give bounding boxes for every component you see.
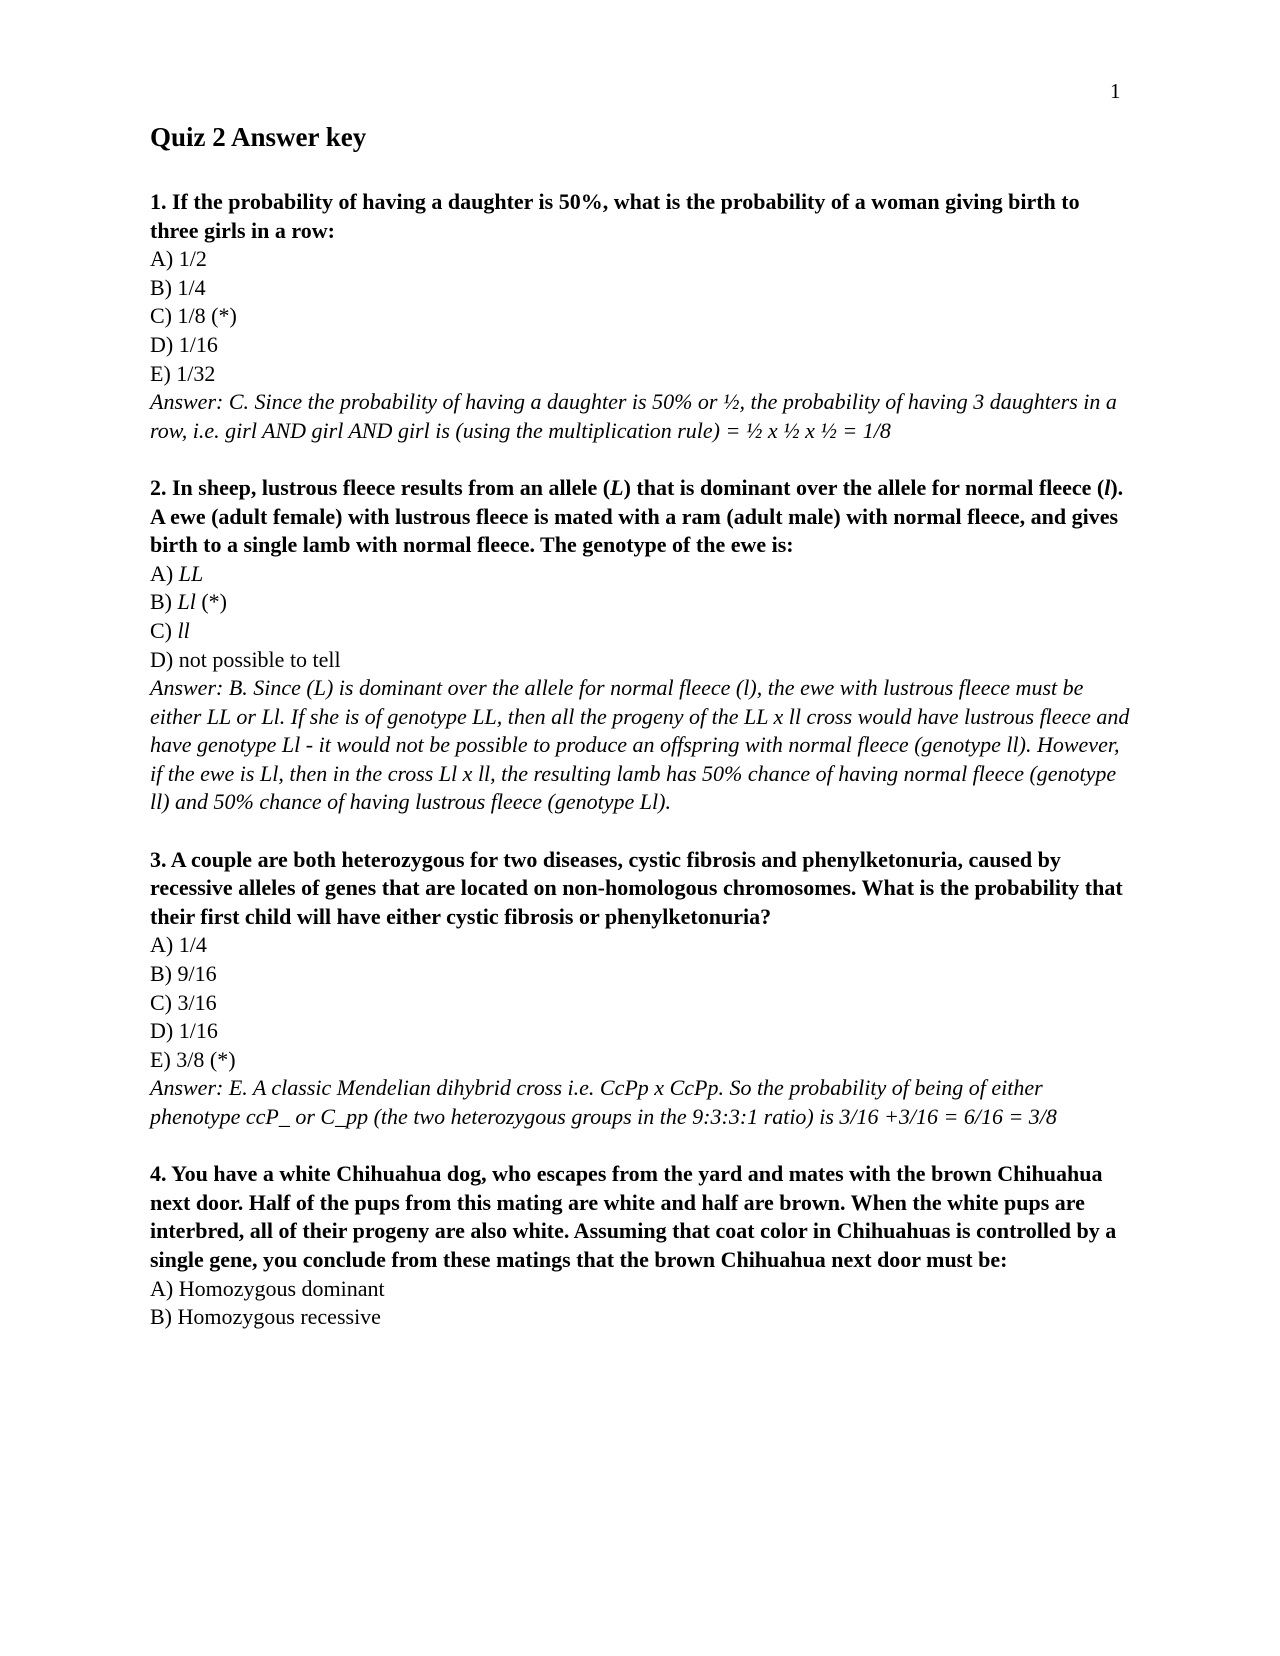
- question-2-answer: Answer: B. Since (L) is dominant over the allele for normal fleece (l), the ewe with lustrous fleece must be either LL or Ll. If she is of genotype LL, then all the progeny of the LL x ll cross would have lustrous fleece and have genotype Ll - it would not be possible to produce an offspring with normal fleece (genotype ll). However, if the ewe is Ll, then in the cross Ll x ll, the resulting lamb has 50% chance of having normal fleece (genotype ll) and 50% chance of having lustrous fleece (genotype Ll).: [150, 675, 1130, 815]
- question-1: [150, 188, 1130, 445]
- option-genotype: LL: [178, 560, 204, 586]
- recessive-allele-symbol: l: [1104, 474, 1111, 500]
- question-2-text-part-a: 2. In sheep, lustrous fleece results from an allele (: [150, 474, 611, 500]
- question-3-option-a: A) 1/4: [150, 932, 207, 958]
- question-1-option-b: B) 1/4: [150, 274, 206, 300]
- question-2: [150, 474, 1130, 817]
- option-prefix: A): [150, 560, 179, 586]
- option-genotype: Ll: [177, 589, 196, 615]
- option-genotype: ll: [177, 617, 190, 643]
- question-4-option-a: A) Homozygous dominant: [150, 1275, 385, 1301]
- question-2-option-b: [150, 588, 1130, 617]
- question-3-option-c: C) 3/16: [150, 989, 217, 1015]
- question-3-answer: Answer: E. A classic Mendelian dihybrid cross i.e. CcPp x CcPp. So the probability of being of either phenotype ccP_ or C_pp (the two heterozygous groups in the 9:3:3:1 ratio) is 3/16 +3/16 = 6/16 = 3/8: [150, 1075, 1057, 1129]
- question-4-option-b: B) Homozygous recessive: [150, 1304, 381, 1330]
- question-1-option-a: A) 1/2: [150, 246, 207, 272]
- question-3-option-d: D) 1/16: [150, 1018, 218, 1044]
- option-prefix: B): [150, 589, 178, 615]
- question-1-option-c: C) 1/8 (*): [150, 303, 237, 329]
- question-1-option-d: D) 1/16: [150, 331, 218, 357]
- page-title: Quiz 2 Answer key: [150, 122, 367, 152]
- question-2-option-a: [150, 560, 1130, 589]
- question-2-text-part-c: ). A ewe (adult female) with lustrous fleece is mated with a ram (adult male) with normal fleece, and gives birth to a single lamb with normal fleece. The genotype of the ewe is:: [150, 474, 1124, 558]
- question-1-option-e: E) 1/32: [150, 360, 216, 386]
- page-number: 1: [1110, 79, 1121, 103]
- question-3: [150, 846, 1130, 1132]
- correct-marker: (*): [195, 589, 228, 615]
- question-1-answer: Answer: C. Since the probability of having a daughter is 50% or ½, the probability of having 3 daughters in a row, i.e. girl AND girl AND girl is (using the multiplication rule) = ½ x ½ x ½ = 1/8: [150, 389, 1117, 443]
- question-4: [150, 1160, 1130, 1332]
- dominant-allele-symbol: L: [610, 474, 624, 500]
- quiz-content: [150, 188, 1130, 1360]
- question-2-option-c: [150, 617, 1130, 646]
- question-3-text: 3. A couple are both heterozygous for two diseases, cystic fibrosis and phenylketonuria, caused by recessive alleles of genes that are located on non-homologous chromosomes. What is the probability that their first child will have either cystic fibrosis or phenylketonuria?: [150, 846, 1123, 929]
- question-3-option-e: E) 3/8 (*): [150, 1046, 236, 1072]
- option-prefix: C): [150, 617, 178, 643]
- question-4-text: 4. You have a white Chihuahua dog, who escapes from the yard and mates with the brown Chihuahua next door. Half of the pups from this mating are white and half are brown. When the white pups are interbred, all of their progeny are also white. Assuming that coat color in Chihuahuas is controlled by a single gene, you conclude from these matings that the brown Chihuahua next door must be:: [150, 1161, 1117, 1272]
- question-1-text: 1. If the probability of having a daughter is 50%, what is the probability of a woman giving birth to three girls in a row:: [150, 189, 1080, 243]
- question-2-option-d: D) not possible to tell: [150, 646, 341, 672]
- question-2-text-part-b: ) that is dominant over the allele for normal fleece (: [623, 474, 1105, 500]
- question-3-option-b: B) 9/16: [150, 961, 217, 987]
- question-2-text: [150, 474, 1130, 560]
